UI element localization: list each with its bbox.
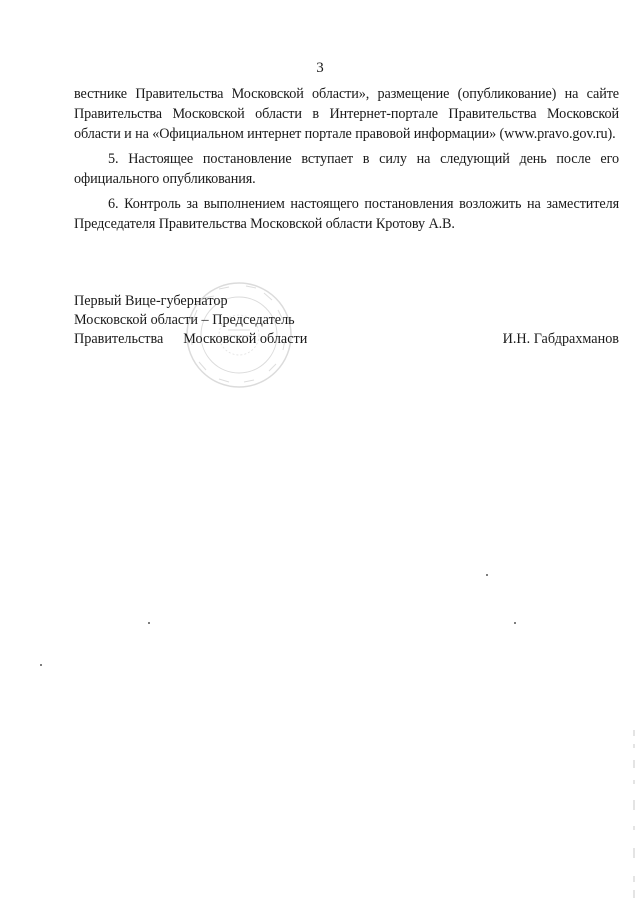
scan-speck (514, 622, 516, 624)
signatory-name: И.Н. Габдрахманов (502, 331, 619, 347)
scan-speck (486, 574, 488, 576)
scan-speck (40, 664, 42, 666)
signature-block (74, 292, 619, 372)
document-body (74, 84, 619, 239)
paragraph-item-6: 6. Контроль за выполнением настоящего постановления возложить на заместителя Председателя Правительства Московской области Кротову А.В. (74, 196, 619, 232)
paragraph-item-5: 5. Настоящее постановление вступает в силу на следующий день после его официального опубликования. (74, 151, 619, 187)
scan-speck (148, 622, 150, 624)
signatory-title-line-2: Московской области – Председатель (74, 312, 295, 328)
page-number: 3 (316, 60, 324, 76)
signatory-title-line-1: Первый Вице-губернатор (74, 293, 228, 309)
paragraph-continuation: вестнике Правительства Московской области», размещение (опубликование) на сайте Правительства Московской области в Интернет-портале Правительства Московской области и на «Официальном интернет портале правовой информации» (www.pravo.gov.ru). (74, 86, 619, 142)
signatory-title-part-a: Правительства (74, 331, 164, 347)
signatory-title-part-b: Московской области (183, 331, 308, 347)
scan-edge-marks (632, 730, 636, 900)
